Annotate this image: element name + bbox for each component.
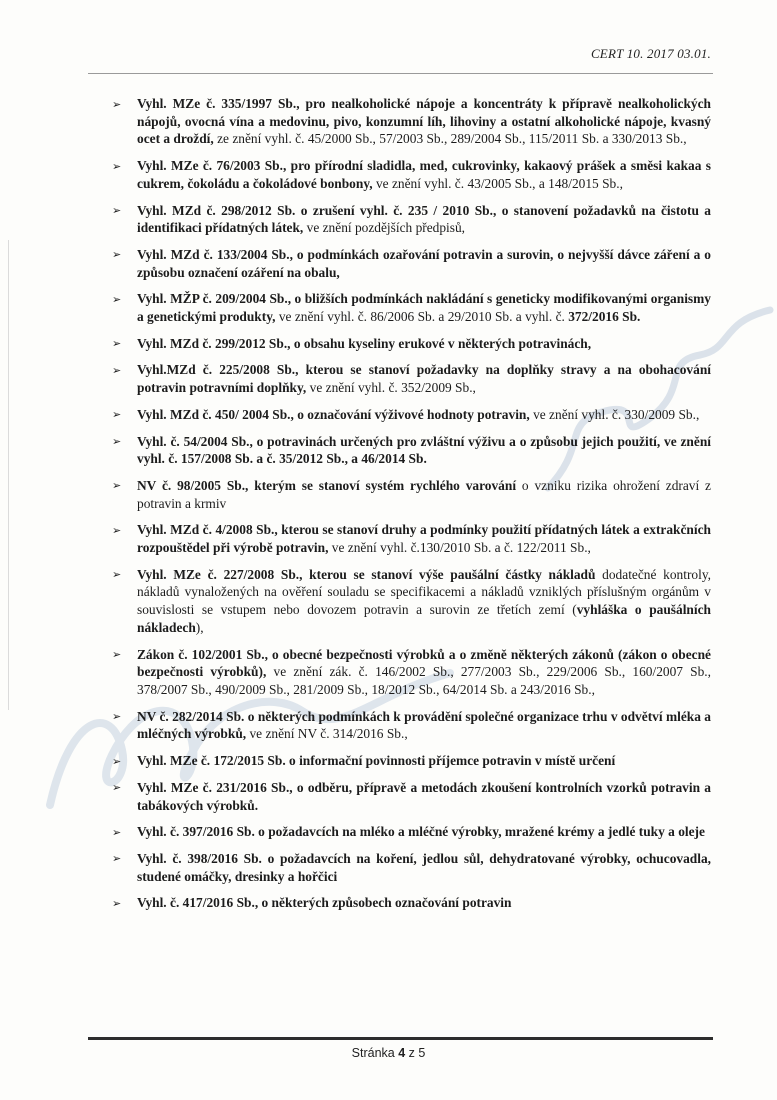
- page-number: [0, 1046, 777, 1060]
- item-text: Vyhl. MZd č. 299/2012 Sb., o obsahu kyseliny erukové v některých potravinách,: [137, 335, 592, 351]
- item-text: Vyhl. MZe č. 335/1997 Sb., pro nealkoholické nápoje a koncentráty k přípravě nealkoholických nápojů, ovocná vína a medovinu, pivo, konzumní líh, lihoviny a ostatní alkoholické nápoje, kvasný ocet a droždí, ze znění vyhl. č. 45/2000 Sb., 57/2003 Sb., 289/2004 Sb., 115/2011 Sb. a 330/2013 Sb.,: [137, 96, 711, 147]
- arrow-bullet-icon: ➢: [112, 97, 122, 111]
- list-item: [112, 157, 711, 192]
- footer-total-pages: 5: [418, 1046, 426, 1060]
- footer-current-page: 4: [398, 1046, 406, 1060]
- item-text: Vyhl. MZd č. 298/2012 Sb. o zrušení vyhl. č. 235 / 2010 Sb., o stanovení požadavků na čistotu a identifikaci přídatných látek, ve znění pozdějších předpisů,: [137, 202, 711, 236]
- arrow-bullet-icon: ➢: [112, 754, 122, 768]
- arrow-bullet-icon: ➢: [112, 781, 122, 795]
- footer-separator: z: [405, 1046, 419, 1060]
- arrow-bullet-icon: ➢: [112, 523, 122, 537]
- item-text: Vyhl.MZd č. 225/2008 Sb., kterou se stanoví požadavky na doplňky stravy a na obohacování potravin potravními doplňky, ve znění vyhl. č. 352/2009 Sb.,: [137, 362, 711, 396]
- regulation-list: [112, 95, 711, 921]
- list-item: [112, 246, 711, 281]
- list-item: [112, 361, 711, 396]
- item-text: NV č. 98/2005 Sb., kterým se stanoví systém rychlého varování o vzniku rizika ohrožení zdraví z potravin a krmiv: [137, 477, 712, 511]
- header-rule: [88, 73, 713, 74]
- arrow-bullet-icon: ➢: [112, 159, 122, 173]
- item-text: Vyhl. MZd č. 133/2004 Sb., o podmínkách ozařování potravin a surovin, o nejvyšší dávce záření a o způsobu označení ozáření na obalu,: [137, 246, 711, 280]
- item-text: Vyhl. MZe č. 76/2003 Sb., pro přírodní sladidla, med, cukrovinky, kakaový prášek a směsi kakaa s cukrem, čokoládu a čokoládové bonbony, ve znění vyhl. č. 43/2005 Sb., a 148/2015 Sb.,: [137, 158, 711, 191]
- item-text: Vyhl. MZe č. 231/2016 Sb., o odběru, přípravě a metodách zkoušení kontrolních vzorků potravin a tabákových výrobků.: [137, 779, 711, 813]
- list-item: [112, 894, 711, 912]
- item-text: Vyhl. MZd č. 450/ 2004 Sb., o označování výživové hodnoty potravin, ve znění vyhl. č. 330/2009 Sb.,: [137, 406, 700, 422]
- list-item: [112, 850, 711, 885]
- list-item: [112, 823, 711, 841]
- item-text: Zákon č. 102/2001 Sb., o obecné bezpečnosti výrobků a o změně některých zákonů (zákon o obecné bezpečnosti výrobků), ve znění zák. č. 146/2002 Sb., 277/2003 Sb., 229/2006 Sb., 160/2007 Sb., 378/2007 Sb., 490/2009 Sb., 281/2009 Sb., 18/2012 Sb., 64/2014 Sb. a 243/2016 Sb.,: [137, 646, 711, 697]
- list-item: [112, 708, 711, 743]
- scan-edge-artifact: [8, 240, 9, 710]
- item-text: Vyhl. č. 54/2004 Sb., o potravinách určených pro zvláštní výživu a o způsobu jejich použití, ve znění vyhl. č. 157/2008 Sb. a č. 35/2012 Sb., a 46/2014 Sb.: [137, 433, 711, 467]
- list-item: [112, 433, 711, 468]
- item-text: Vyhl. č. 398/2016 Sb. o požadavcích na koření, jedlou sůl, dehydratované výrobky, ochucovadla, studené omáčky, dresinky a hořčici: [137, 850, 711, 884]
- list-item: [112, 477, 711, 512]
- list-item: [112, 779, 711, 814]
- list-item: [112, 335, 711, 353]
- arrow-bullet-icon: ➢: [112, 852, 122, 866]
- arrow-bullet-icon: ➢: [112, 363, 122, 377]
- arrow-bullet-icon: ➢: [112, 435, 122, 449]
- arrow-bullet-icon: ➢: [112, 896, 122, 910]
- item-text: Vyhl. MZd č. 4/2008 Sb., kterou se stanoví druhy a podmínky použití přídatných látek a extrakčních rozpouštědel při výrobě potravin, ve znění vyhl. č.130/2010 Sb. a č. 122/2011 Sb.,: [137, 522, 711, 556]
- arrow-bullet-icon: ➢: [112, 710, 122, 724]
- list-item: [112, 406, 711, 424]
- list-item: [112, 202, 711, 237]
- arrow-bullet-icon: ➢: [112, 204, 122, 218]
- arrow-bullet-icon: ➢: [112, 292, 122, 306]
- item-text: Vyhl. MZe č. 172/2015 Sb. o informační povinnosti příjemce potravin v místě určení: [137, 753, 616, 769]
- item-text: Vyhl. MŽP č. 209/2004 Sb., o bližších podmínkách nakládání s geneticky modifikovanými organismy a genetickými produkty, ve znění vyhl. č. 86/2006 Sb. a 29/2010 Sb. a vyhl. č. 372/2016 Sb.: [137, 291, 711, 325]
- footer-label: Stránka: [351, 1046, 399, 1060]
- arrow-bullet-icon: ➢: [112, 408, 122, 422]
- list-item: [112, 566, 711, 637]
- document-header: CERT 10. 2017 03.01.: [590, 46, 711, 61]
- arrow-bullet-icon: ➢: [112, 825, 122, 839]
- arrow-bullet-icon: ➢: [112, 248, 122, 262]
- arrow-bullet-icon: ➢: [112, 568, 122, 582]
- arrow-bullet-icon: ➢: [112, 648, 122, 662]
- list-item: [112, 752, 711, 770]
- item-text: NV č. 282/2014 Sb. o některých podmínkách k provádění společné organizace trhu v odvětví mléka a mléčných výrobků, ve znění NV č. 314/2016 Sb.,: [137, 708, 711, 742]
- item-text: Vyhl. č. 397/2016 Sb. o požadavcích na mléko a mléčné výrobky, mražené krémy a jedlé tuky a oleje: [137, 824, 705, 840]
- list-item: [112, 95, 711, 148]
- arrow-bullet-icon: ➢: [112, 337, 122, 351]
- list-item: [112, 646, 711, 699]
- list-item: [112, 521, 711, 556]
- list-item: [112, 290, 711, 325]
- item-text: Vyhl. MZe č. 227/2008 Sb., kterou se stanoví výše paušální částky nákladů dodatečné kontroly, nákladů vynaložených na ověření souladu se specifikacemi a nákladů vzniklých příslušným orgánům v souvislosti se vstupem nebo dovozem potravin a surovin ze třetích zemí (vyhláška o paušálních nákladech),: [137, 566, 711, 635]
- item-text: Vyhl. č. 417/2016 Sb., o některých způsobech označování potravin: [137, 895, 512, 911]
- footer-rule: [88, 1037, 713, 1040]
- arrow-bullet-icon: ➢: [112, 479, 122, 493]
